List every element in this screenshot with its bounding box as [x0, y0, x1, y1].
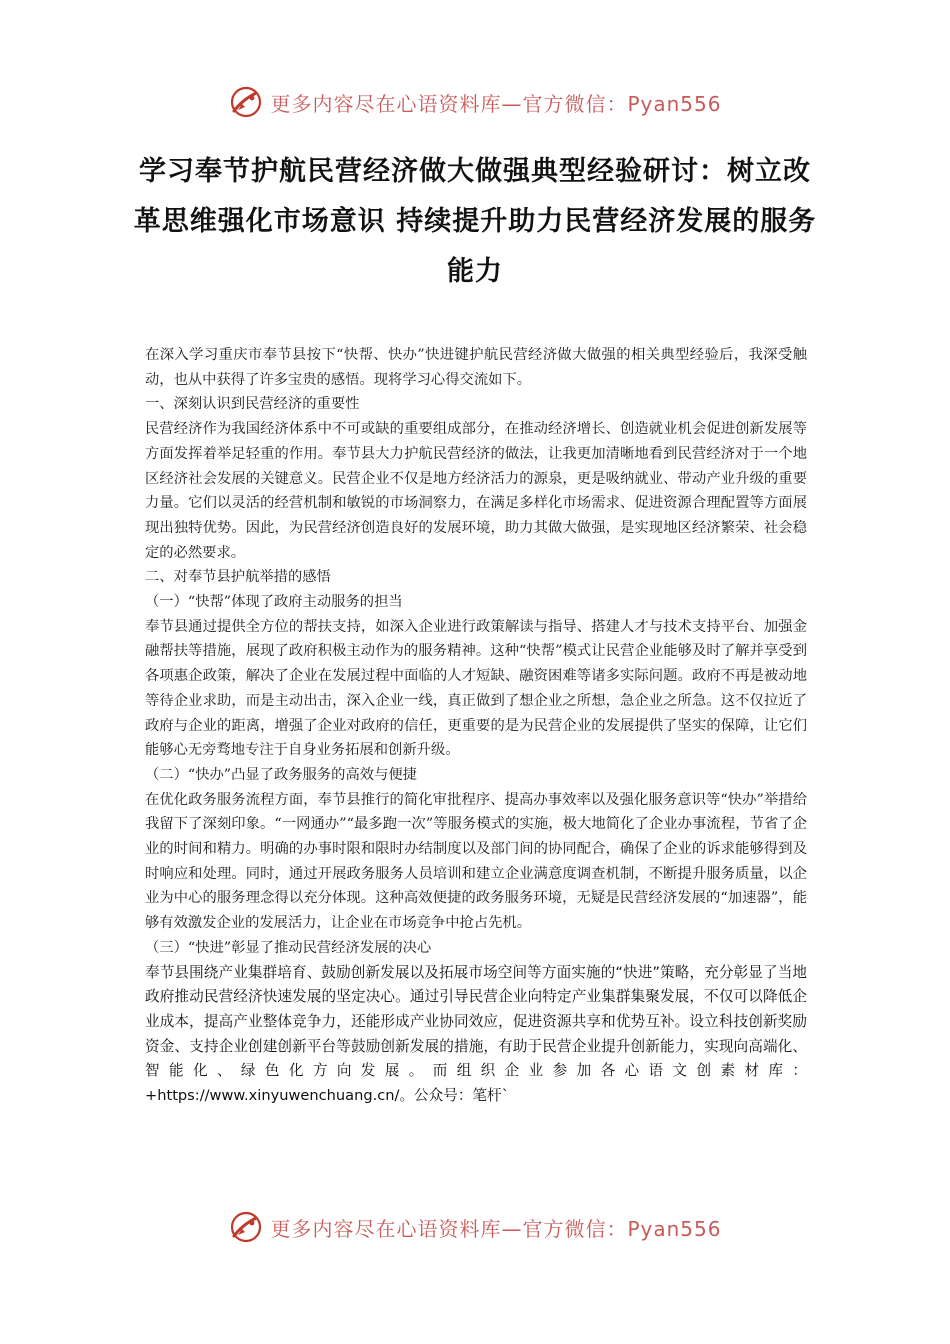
document-body	[145, 343, 807, 1109]
pen-logo-icon	[228, 1209, 264, 1245]
section-heading-2: 二、对奉节县护航举措的感悟	[145, 569, 331, 586]
banner-text: 更多内容尽在心语资料库—官方微信：Pyan556	[270, 1216, 722, 1241]
intro-paragraph: 在深入学习重庆市奉节县按下“快帮、快办”快进键护航民营经济做大做强的相关典型经验后，我深受触动，也从中获得了许多宝贵的感悟。现将学习心得交流如下。	[145, 347, 807, 388]
pen-logo-icon	[228, 84, 264, 120]
subsection-heading-2: （二）“快办”凸显了政务服务的高效与便捷	[145, 766, 417, 783]
section-heading-1: 一、深刻认识到民营经济的重要性	[145, 396, 360, 413]
footer-banner	[0, 1207, 950, 1247]
body-paragraph: 民营经济作为我国经济体系中不可或缺的重要组成部分，在推动经济增长、创造就业机会促进创新发展等方面发挥着举足轻重的作用。奉节县大力护航民营经济的做法，让我更加清晰地看到民营经济对于一个地区经济社会发展的关键意义。民营企业不仅是地方经济活力的源泉，更是吸纳就业、带动产业升级的重要力量。它们以灵活的经营机制和敏锐的市场洞察力，在满足多样化市场需求、促进资源合理配置等方面展现出独特优势。因此，为民营经济创造良好的发展环境，助力其做大做强，是实现地区经济繁荣、社会稳定的必然要求。	[145, 421, 807, 561]
subsection-heading-1: （一）“快帮”体现了政府主动服务的担当	[145, 594, 403, 611]
body-paragraph: 奉节县通过提供全方位的帮扶支持，如深入企业进行政策解读与指导、搭建人才与技术支持平台、加强金融帮扶等措施，展现了政府积极主动作为的服务精神。这种“快帮”模式让民营企业能够及时了解并享受到各项惠企政策，解决了企业在发展过程中面临的人才短缺、融资困难等诸多实际问题。政府不再是被动地等待企业求助，而是主动出击，深入企业一线，真正做到了想企业之所想，急企业之所急。这不仅拉近了政府与企业的距离，增强了企业对政府的信任，更重要的是为民营企业的发展提供了坚实的保障，让它们能够心无旁骛地专注于自身业务拓展和创新升级。	[145, 618, 807, 759]
body-paragraph: 在优化政务服务流程方面，奉节县推行的简化审批程序、提高办事效率以及强化服务意识等“快办”举措给我留下了深刻印象。“一网通办”“最多跑一次”等服务模式的实施，极大地简化了企业办事流程，节省了企业的时间和精力。明确的办事时限和限时办结制度以及部门间的协同配合，确保了企业的诉求能够得到及时响应和处理。同时，通过开展政务服务人员培训和建立企业满意度调查机制，不断提升服务质量，以企业为中心的服务理念得以充分体现。这种高效便捷的政务服务环境，无疑是民营经济发展的“加速器”，能够有效激发企业的发展活力，让企业在市场竞争中抢占先机。	[145, 791, 807, 932]
header-banner	[0, 82, 950, 122]
banner-text: 更多内容尽在心语资料库—官方微信：Pyan556	[270, 91, 722, 116]
subsection-heading-3: （三）“快进”彰显了推动民营经济发展的决心	[145, 939, 432, 956]
body-paragraph: 奉节县围绕产业集群培育、鼓励创新发展以及拓展市场空间等方面实施的“快进”策略，充分彰显了当地政府推动民营经济快速发展的坚定决心。通过引导民营企业向特定产业集群集聚发展，不仅可以降低企业成本，提高产业整体竞争力，还能形成产业协同效应，促进资源共享和优势互补。设立科技创新奖励资金、支持企业创建创新平台等鼓励创新发展的措施，有助于民营企业提升创新能力，实现向高端化、智能化、绿色化方向发展。而组织企业参加各心语文创素材库：+https://www.xinyuwenchuang.cn/。公众号：笔杆`	[145, 963, 807, 1105]
document-title: 学习奉节护航民营经济做大做强典型经验研讨：树立改革思维强化市场意识 持续提升助力民营经济发展的服务能力	[133, 156, 817, 287]
